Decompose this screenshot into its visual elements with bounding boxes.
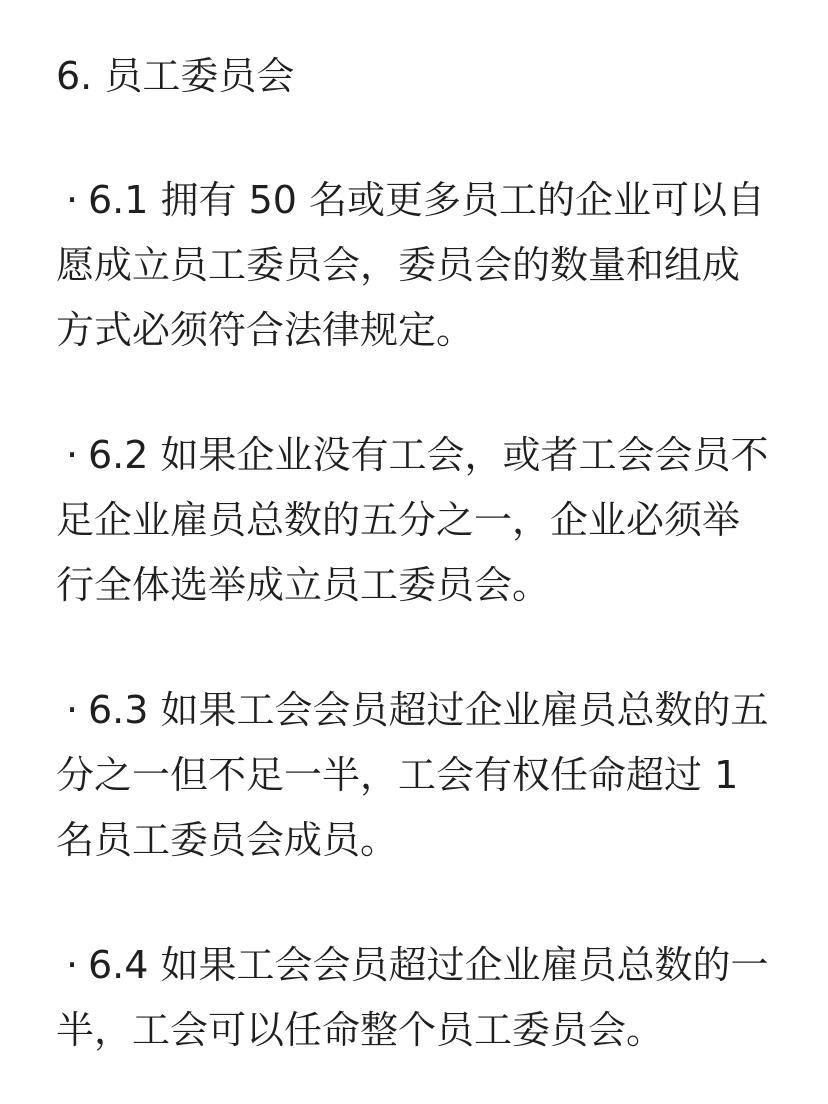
bullet-icon: ·: [65, 433, 79, 477]
item-text: 6.1 拥有 50 名或更多员工的企业可以自: [88, 178, 766, 222]
item-line: 愿成立员工委员会，委员会的数量和组成: [56, 243, 741, 287]
item-line: [56, 933, 784, 998]
list-item-6-3: [56, 678, 784, 873]
item-line: 方式必须符合法律规定。: [56, 308, 475, 352]
item-text: 6.2 如果企业没有工会，或者工会会员不: [88, 433, 769, 477]
bullet-icon: ·: [65, 688, 79, 732]
item-line: [56, 678, 784, 743]
bullet-icon: ·: [65, 943, 79, 987]
item-text: 6.3 如果工会会员超过企业雇员总数的五: [88, 688, 769, 732]
item-line: 行全体选举成立员工委员会。: [56, 563, 551, 607]
list-item-6-1: [56, 168, 784, 363]
item-text: 6.4 如果工会会员超过企业雇员总数的一: [88, 943, 769, 987]
item-line: [56, 168, 784, 233]
item-line: [56, 423, 784, 488]
document: [56, 44, 784, 1063]
list-item-6-2: [56, 423, 784, 618]
item-line: 分之一但不足一半，工会有权任命超过 1: [56, 753, 739, 797]
item-line: 半，工会可以任命整个员工委员会。: [56, 1008, 665, 1052]
list-item-6-4: [56, 933, 784, 1063]
item-line: 足企业雇员总数的五分之一，企业必须举: [56, 498, 741, 542]
bullet-icon: ·: [65, 178, 79, 222]
section-heading: 6. 员工委员会: [56, 54, 295, 98]
item-line: 名员工委员会成员。: [56, 818, 399, 862]
